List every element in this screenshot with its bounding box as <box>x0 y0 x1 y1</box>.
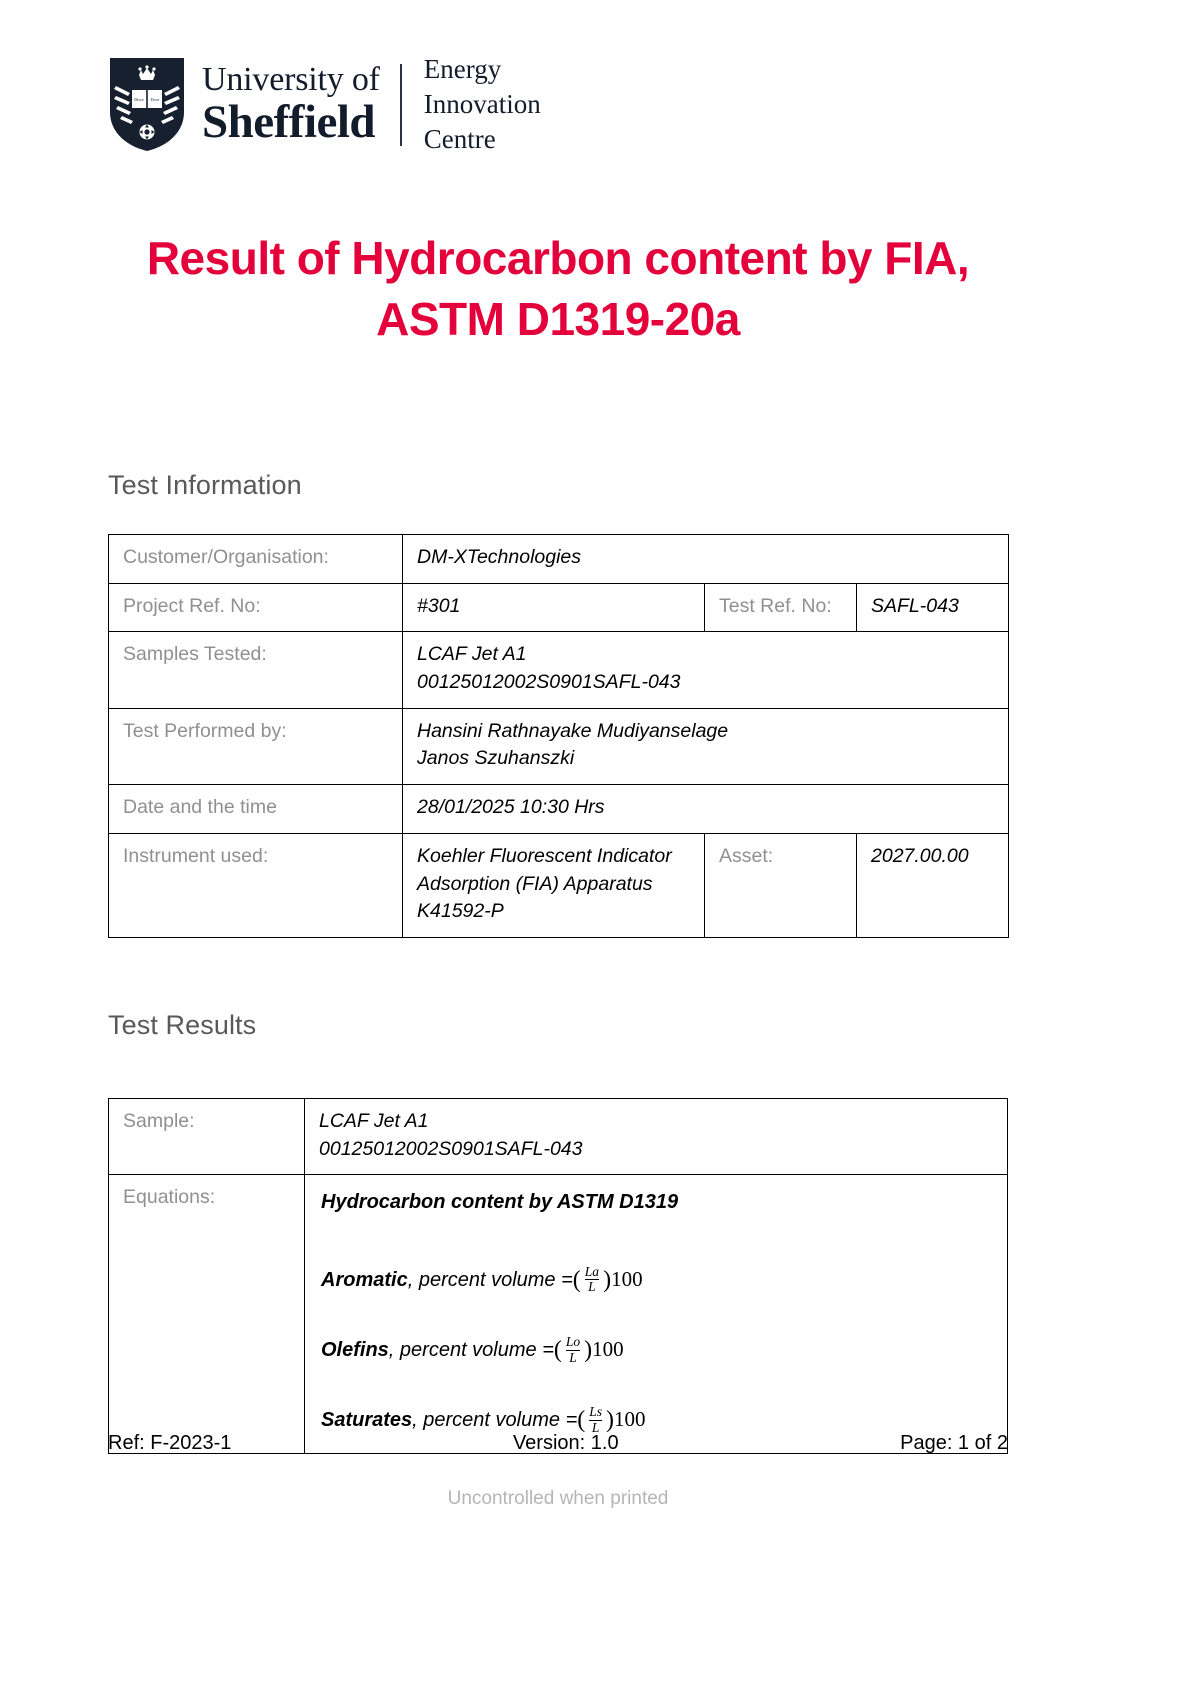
table-row <box>109 833 1009 937</box>
equations-value <box>305 1175 1008 1454</box>
equation-olefins-close-paren: ) <box>584 1337 593 1363</box>
university-line1: University of <box>202 61 380 99</box>
equation-saturates-text: , percent volume = <box>412 1408 578 1431</box>
test-performed-by-value <box>403 708 1009 784</box>
equation-olefins-text: , percent volume = <box>388 1338 554 1361</box>
instrument-used-value <box>403 833 705 937</box>
samples-tested-label: Samples Tested: <box>109 632 403 708</box>
instrument-line3: K41592-P <box>417 900 504 923</box>
samples-tested-line2: 00125012002S0901SAFL-043 <box>417 671 681 694</box>
equation-aromatic-close-paren: ) <box>603 1266 612 1293</box>
test-ref-value: SAFL-043 <box>857 583 1009 632</box>
equation-saturates-name: Saturates <box>321 1408 413 1431</box>
test-performed-by-label: Test Performed by: <box>109 708 403 784</box>
page-title <box>108 228 1008 350</box>
date-time-value: 28/01/2025 10:30 Hrs <box>403 785 1009 834</box>
section-heading-test-results: Test Results <box>108 1010 257 1040</box>
organisation-logo <box>108 52 541 157</box>
university-line2: Sheffield <box>202 96 376 149</box>
asset-label: Asset: <box>705 833 857 937</box>
equation-saturates-numerator: Ls <box>589 1404 603 1420</box>
centre-wordmark <box>424 52 541 157</box>
section-heading-test-information: Test Information <box>108 470 302 500</box>
table-row <box>109 535 1009 584</box>
test-performed-by-line1: Hansini Rathnayake Mudiyanselage <box>417 719 729 742</box>
sample-value <box>305 1099 1008 1175</box>
test-information-table <box>108 534 1009 938</box>
test-results-table <box>108 1098 1008 1454</box>
footer-version: Version: 1.0 <box>512 1432 619 1454</box>
date-time-label: Date and the time <box>109 785 403 834</box>
table-row <box>109 708 1009 784</box>
equation-olefins-open-paren: ( <box>553 1337 562 1363</box>
instrument-line1: Koehler Fluorescent Indicator <box>417 844 672 867</box>
equation-olefins-name: Olefins <box>321 1338 389 1361</box>
logo-divider <box>400 64 402 146</box>
equations-label: Equations: <box>109 1175 305 1454</box>
project-ref-value: #301 <box>403 583 705 632</box>
page-title-line1: Result of Hydrocarbon content by FIA, <box>146 232 970 284</box>
equation-aromatic <box>321 1265 993 1295</box>
instrument-used-label: Instrument used: <box>109 833 403 937</box>
footer-ref: Ref: F-2023-1 <box>108 1432 232 1454</box>
customer-label: Customer/Organisation: <box>109 535 403 584</box>
equation-saturates-factor: 100 <box>614 1407 646 1432</box>
svg-text:Doce: Doce <box>150 97 160 103</box>
asset-value: 2027.00.00 <box>857 833 1009 937</box>
centre-line2: Innovation <box>423 89 541 120</box>
university-wordmark <box>202 61 380 149</box>
equation-aromatic-text: , percent volume = <box>407 1268 573 1291</box>
page-footer <box>108 1432 1008 1455</box>
instrument-line2: Adsorption (FIA) Apparatus <box>417 872 653 895</box>
table-row <box>109 1175 1008 1454</box>
samples-tested-line1: LCAF Jet A1 <box>417 643 527 666</box>
equation-olefins-math <box>554 1335 624 1365</box>
equation-olefins-numerator: Lo <box>565 1333 581 1349</box>
equation-aromatic-name: Aromatic <box>321 1268 408 1291</box>
sample-label: Sample: <box>109 1099 305 1175</box>
equation-olefins <box>321 1335 993 1365</box>
test-performed-by-line2: Janos Szuhanszki <box>417 747 575 770</box>
equation-olefins-denominator: L <box>566 1350 580 1366</box>
page-title-line2: ASTM D1319-20a <box>376 293 740 346</box>
project-ref-label: Project Ref. No: <box>109 583 403 632</box>
centre-line3: Centre <box>423 124 496 155</box>
customer-value: DM-XTechnologies <box>403 535 1009 584</box>
equation-aromatic-fraction <box>582 1265 602 1295</box>
equation-aromatic-open-paren: ( <box>572 1266 581 1293</box>
equation-aromatic-numerator: La <box>584 1263 600 1279</box>
test-ref-label: Test Ref. No: <box>705 583 857 632</box>
footer-page-number: Page: 1 of 2 <box>900 1432 1008 1454</box>
sheffield-crest-icon <box>108 56 186 153</box>
equation-olefins-factor: 100 <box>592 1337 624 1362</box>
table-row <box>109 632 1009 708</box>
sample-line2: 00125012002S0901SAFL-043 <box>319 1137 583 1160</box>
equation-saturates-open-paren: ( <box>577 1407 586 1434</box>
centre-line1: Energy <box>423 54 502 84</box>
sample-line1: LCAF Jet A1 <box>319 1110 429 1132</box>
equation-saturates-denominator: L <box>589 1420 603 1436</box>
samples-tested-value <box>403 632 1009 708</box>
equation-saturates-math <box>577 1405 645 1435</box>
equation-saturates <box>321 1405 993 1435</box>
svg-text:Disce: Disce <box>134 97 144 103</box>
equations-title: Hydrocarbon content by ASTM D1319 <box>321 1191 679 1214</box>
equation-aromatic-math <box>573 1265 643 1295</box>
table-row <box>109 785 1009 834</box>
equation-aromatic-factor: 100 <box>611 1266 643 1291</box>
equation-saturates-fraction <box>586 1405 605 1435</box>
equation-aromatic-denominator: L <box>585 1279 599 1295</box>
equation-olefins-fraction <box>563 1335 583 1365</box>
equation-saturates-close-paren: ) <box>606 1407 615 1434</box>
table-row <box>109 583 1009 632</box>
table-row <box>109 1099 1008 1175</box>
footer-uncontrolled-note: Uncontrolled when printed <box>447 1488 669 1509</box>
